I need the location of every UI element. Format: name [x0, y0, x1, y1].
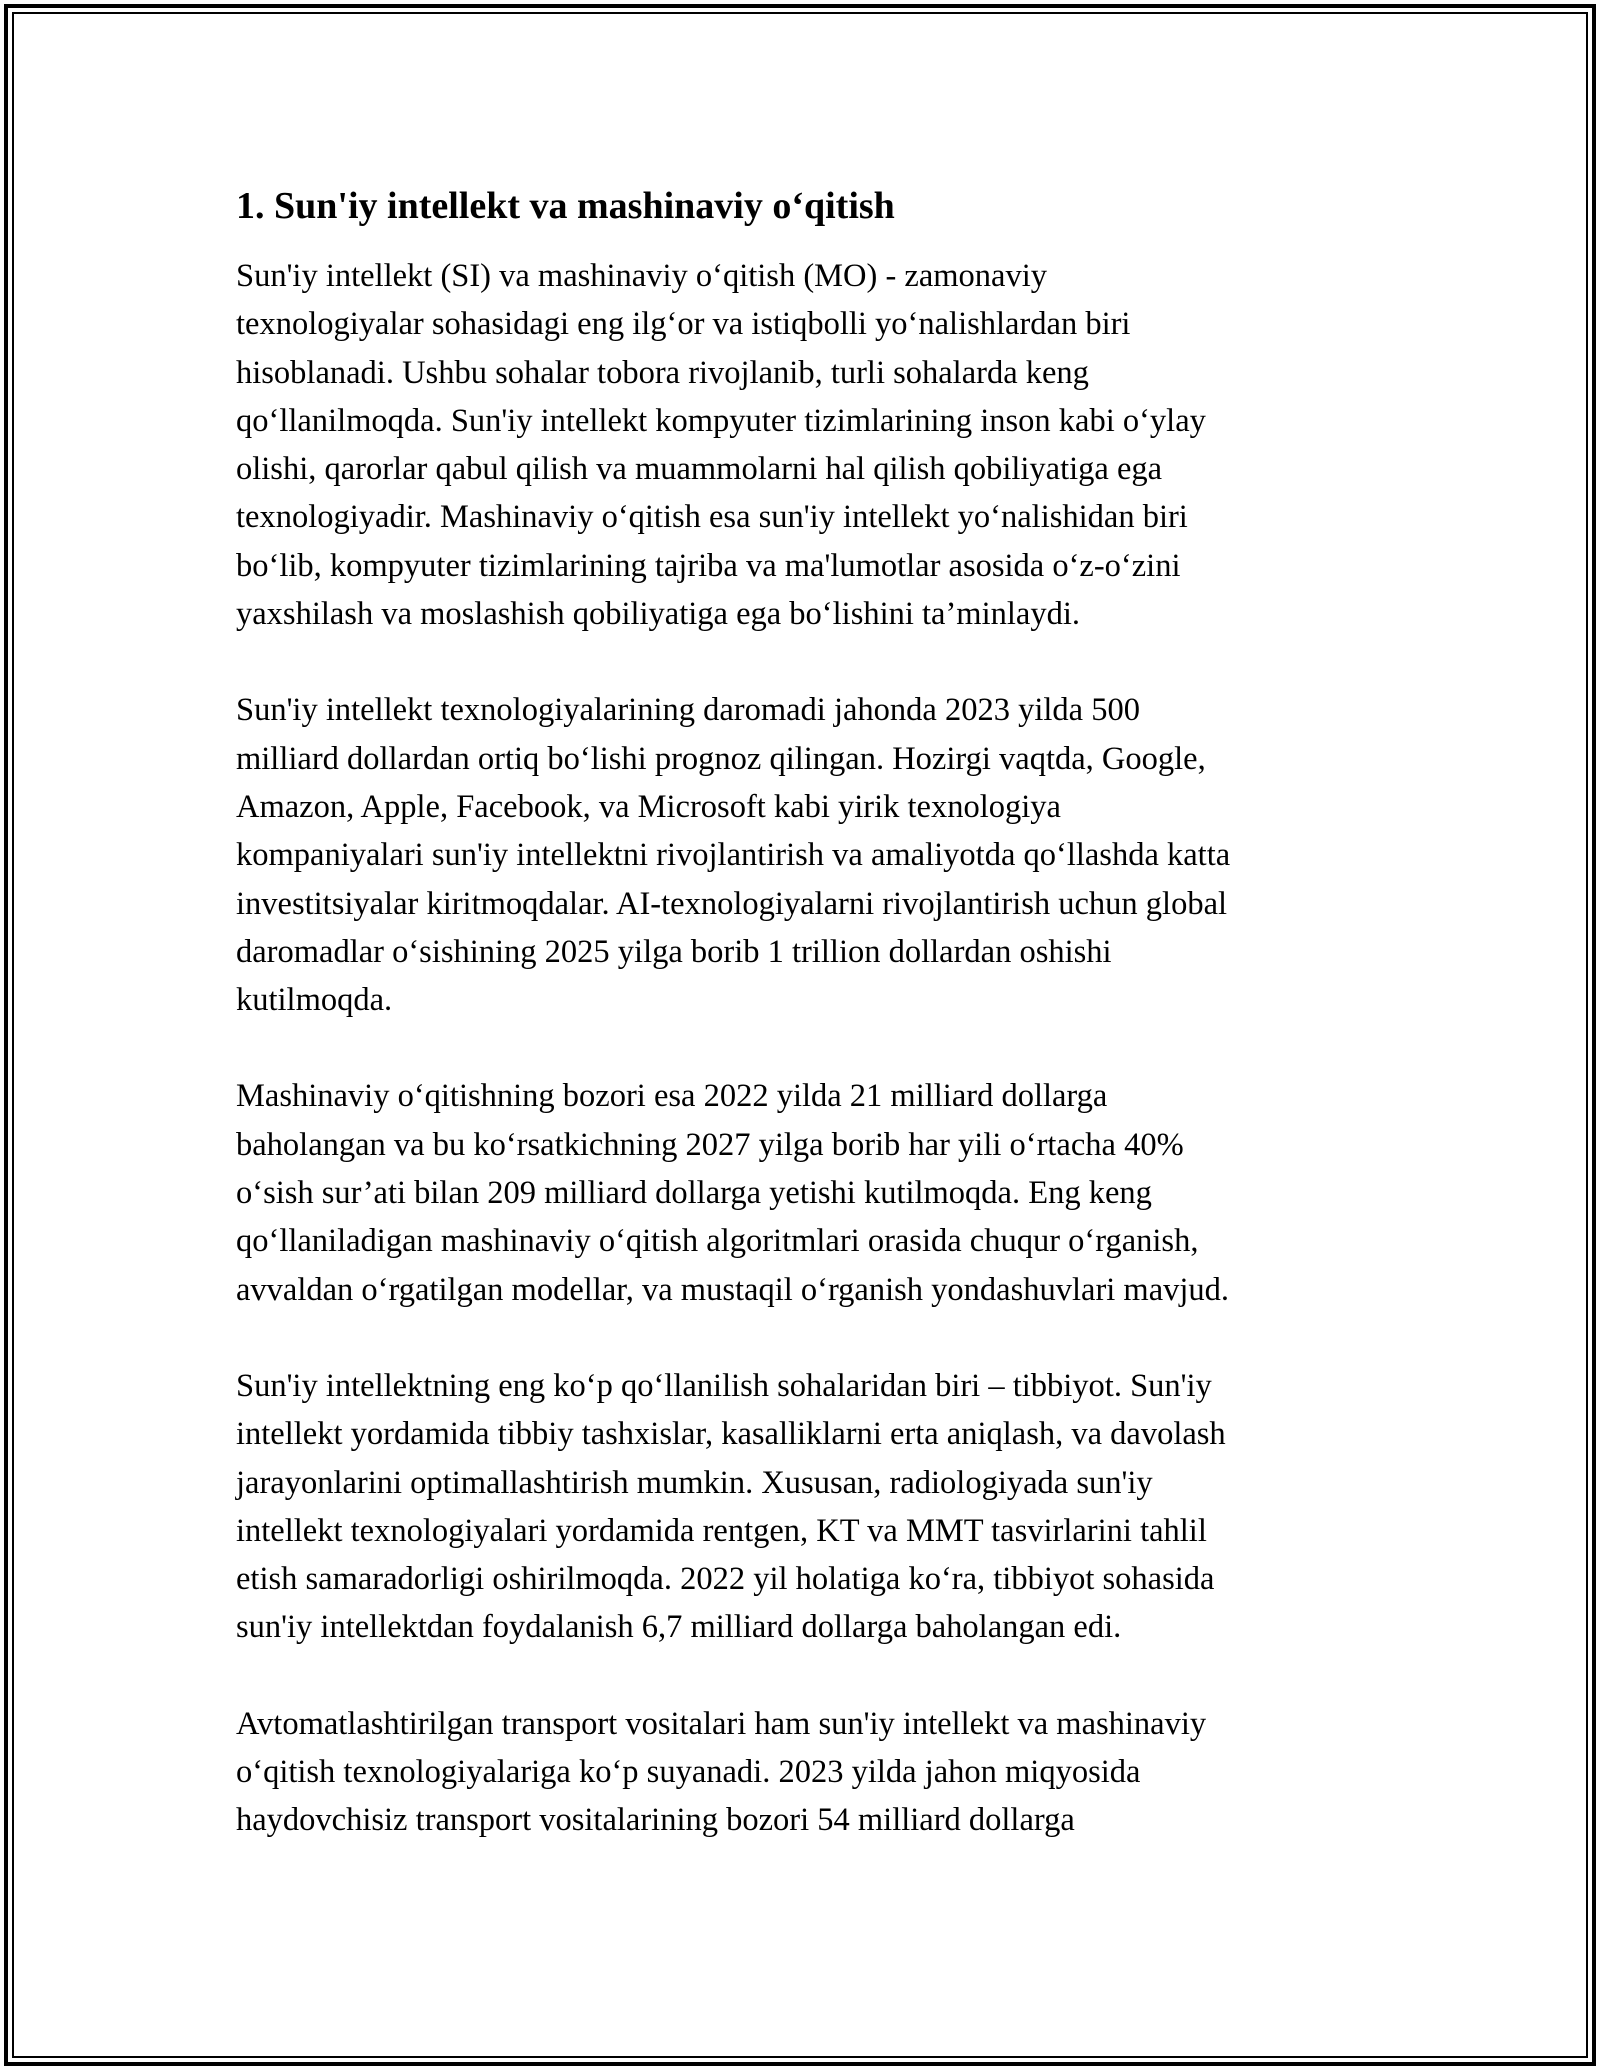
section-title: 1. Sun'iy intellekt va mashinaviy o‘qitish [236, 185, 895, 227]
paragraph-ml-market: Mashinaviy o‘qitishning bozori esa 2022 yilda 21 milliard dollarga baholangan va bu ko‘rsatkichning 2027 yilga borib har yili o‘rtacha 40% o‘sish sur’ati bilan 209 milliard dollarga yetishi kutilmoqda. Eng keng qo‘llaniladigan mashinaviy o‘qitish algoritmlari orasida chuqur o‘rganish, avvaldan o‘rgatilgan modellar, va mustaqil o‘rganish yondashuvlari mavjud. [236, 1078, 1230, 1308]
paragraph-medicine: Sun'iy intellektning eng ko‘p qo‘llanilish sohalaridan biri – tibbiyot. Sun'iy intellekt yordamida tibbiy tashxislar, kasalliklarni erta aniqlash, va davolash jarayonlarini optimallashtirish mumkin. Xususan, radiologiyada sun'iy intellekt texnologiyalari yordamida rentgen, KT va MMT tasvirlarini tahlil etish samaradorligi oshirilmoqda. 2022 yil holatiga ko‘ra, tibbiyot sohasida sun'iy intellektdan foydalanish 6,7 milliard dollarga baholangan edi. [236, 1367, 1226, 1646]
document-page [236, 182, 1366, 1893]
paragraph-intro: Sun'iy intellekt (SI) va mashinaviy o‘qitish (MO) - zamonaviy texnologiyalar sohasidagi eng ilg‘or va istiqbolli yo‘nalishlardan biri hisoblanadi. Ushbu sohalar tobora rivojlanib, turli sohalarda keng qo‘llanilmoqda. Sun'iy intellekt kompyuter tizimlarining inson kabi o‘ylay olishi, qarorlar qabul qilish va muammolarni hal qilish qobiliyatiga ega texnologiyadir. Mashinaviy o‘qitish esa sun'iy intellekt yo‘nalishidan biri bo‘lib, kompyuter tizimlarining tajriba va ma'lumotlar asosida o‘z-o‘zini yaxshilash va moslashish qobiliyatiga ega bo‘lishini ta’minlaydi. [236, 258, 1206, 633]
paragraph-transport: Avtomatlashtirilgan transport vositalari ham sun'iy intellekt va mashinaviy o‘qitish texnologiyalariga ko‘p suyanadi. 2023 yilda jahon miqyosida haydovchisiz transport vositalarining bozori 54 milliard dollarga [236, 1705, 1207, 1839]
paragraph-revenue: Sun'iy intellekt texnologiyalarining daromadi jahonda 2023 yilda 500 milliard dollardan ortiq bo‘lishi prognoz qilingan. Hozirgi vaqtda, Google, Amazon, Apple, Facebook, va Microsoft kabi yirik texnologiya kompaniyalari sun'iy intellektni rivojlantirish va amaliyotda qo‘llashda katta investitsiyalar kiritmoqdalar. AI-texnologiyalarni rivojlantirish uchun global daromadlar o‘sishining 2025 yilga borib 1 trillion dollardan oshishi kutilmoqda. [236, 692, 1231, 1019]
